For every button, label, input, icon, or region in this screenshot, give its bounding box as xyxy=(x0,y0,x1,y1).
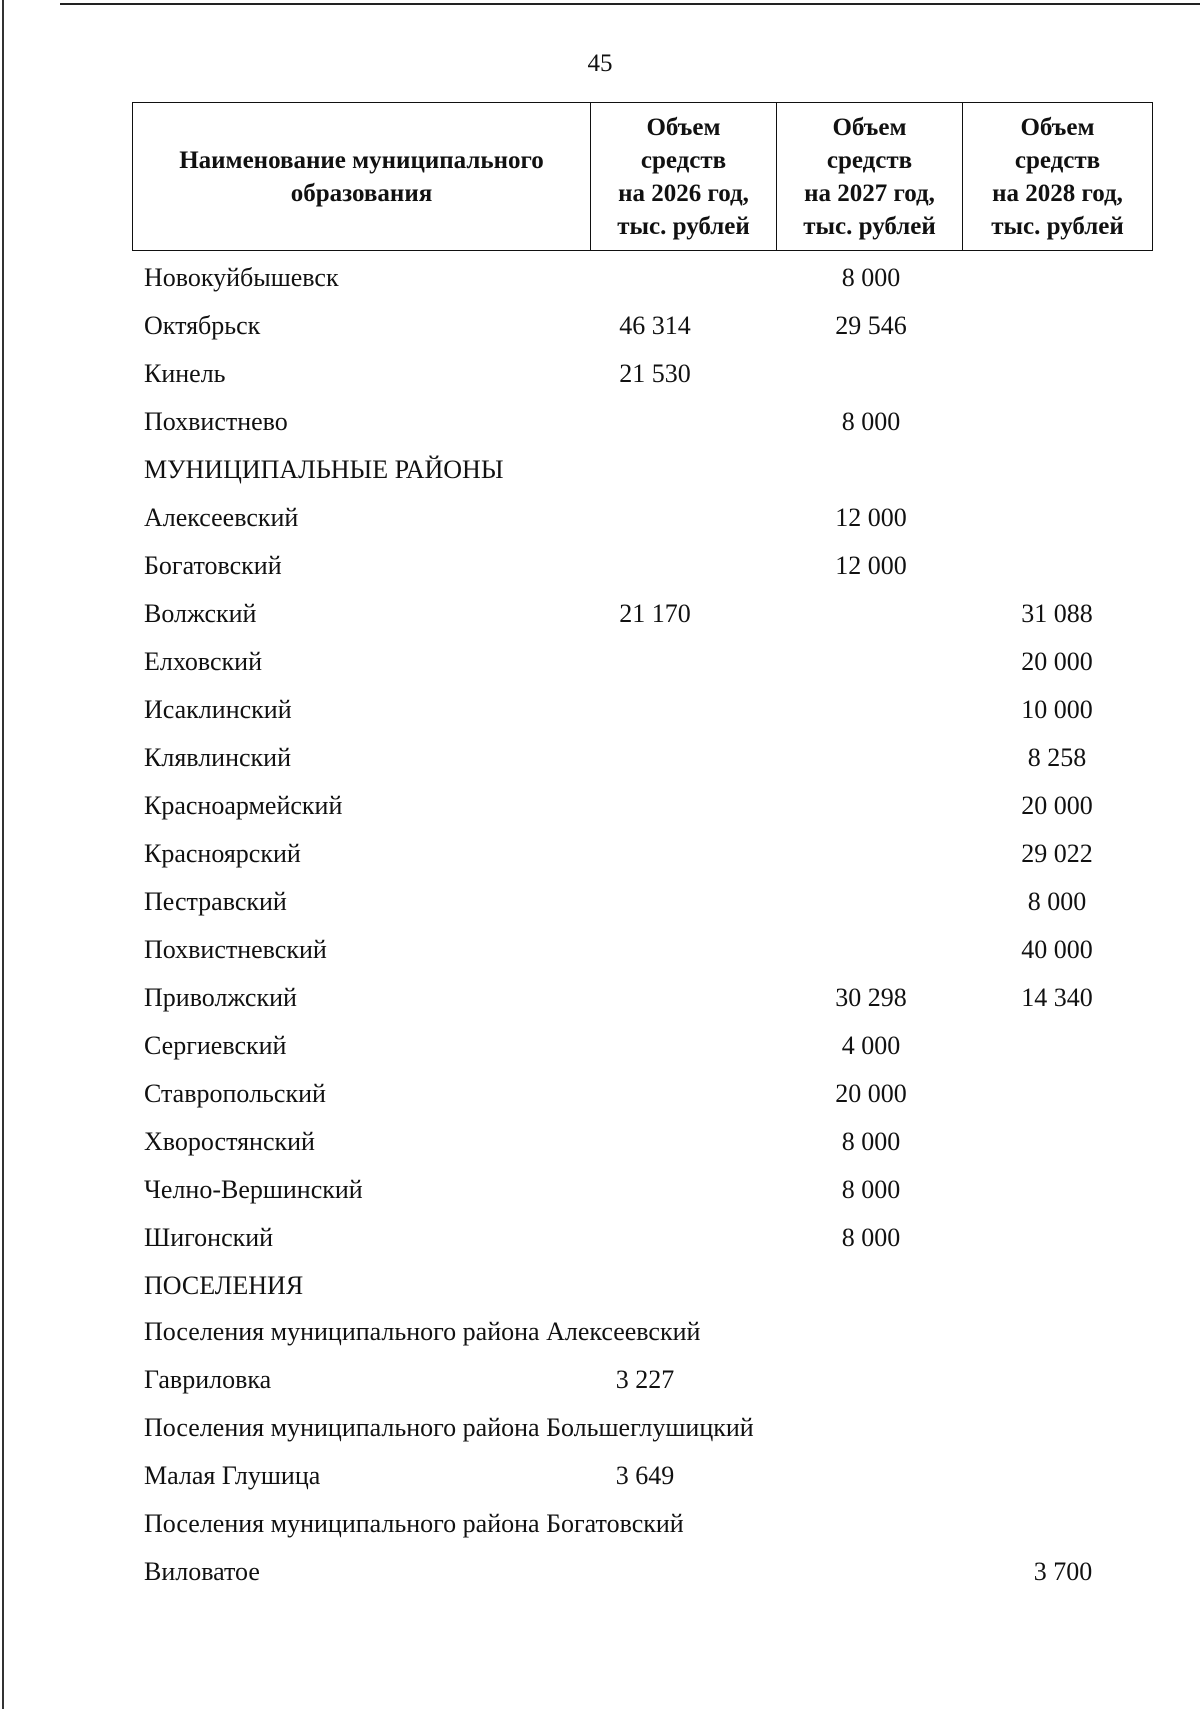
header-2026-line3: на 2026 год, xyxy=(618,179,749,207)
header-2027-line1: Объем xyxy=(832,113,907,141)
table-row xyxy=(0,978,1200,1018)
table-row xyxy=(0,306,1200,346)
table-row xyxy=(0,546,1200,586)
subsection-title: Поселения муниципального района Алексеевский xyxy=(144,1317,701,1346)
table-row xyxy=(0,1218,1200,1258)
row-name: Похвистнево xyxy=(144,407,288,436)
row-name: Елховский xyxy=(144,647,262,676)
row-name: Приволжский xyxy=(144,983,297,1012)
row-value-2027: 20 000 xyxy=(835,1079,907,1108)
row-value-2028: 20 000 xyxy=(1021,791,1093,820)
table-row xyxy=(0,642,1200,682)
header-municipality-name xyxy=(133,103,591,251)
row-name: Ставропольский xyxy=(144,1079,326,1108)
header-volume-2028 xyxy=(963,103,1153,251)
row-value-2028: 10 000 xyxy=(1021,695,1093,724)
header-2027-line3: на 2027 год, xyxy=(804,179,935,207)
table-row xyxy=(0,1026,1200,1066)
row-value-2028: 3 700 xyxy=(1033,1557,1093,1586)
row-value-2026: 21 170 xyxy=(619,599,691,628)
header-2027-line4: тыс. рублей xyxy=(803,212,936,240)
header-2026-line2: средств xyxy=(640,146,727,174)
row-name: Шигонский xyxy=(144,1223,274,1252)
header-volume-2027 xyxy=(777,103,963,251)
section-heading xyxy=(0,450,1200,490)
section-title: ПОСЕЛЕНИЯ xyxy=(144,1271,304,1300)
header-2028-line1: Объем xyxy=(1020,113,1095,141)
row-name: Гавриловка xyxy=(144,1365,272,1394)
page-number: 45 xyxy=(587,50,613,77)
row-value-2028: 8 258 xyxy=(1027,743,1087,772)
table-row xyxy=(0,594,1200,634)
row-value-2027: 29 546 xyxy=(835,311,907,340)
row-value-2027: 12 000 xyxy=(835,503,907,532)
table-row xyxy=(0,1074,1200,1114)
table-row xyxy=(0,882,1200,922)
table-row xyxy=(0,402,1200,442)
row-value-2027: 30 298 xyxy=(835,983,907,1012)
header-volume-2026 xyxy=(591,103,777,251)
row-value-2026: 46 314 xyxy=(619,311,691,340)
section-title: МУНИЦИПАЛЬНЫЕ РАЙОНЫ xyxy=(144,455,504,484)
row-value-2027: 8 000 xyxy=(841,407,901,436)
table-row xyxy=(0,1170,1200,1210)
row-name: Волжский xyxy=(144,599,257,628)
section-heading xyxy=(0,1266,1200,1306)
row-value-2027: 8 000 xyxy=(841,1175,901,1204)
table-row xyxy=(0,834,1200,874)
subsection-heading xyxy=(0,1312,1200,1352)
header-2026-line4: тыс. рублей xyxy=(617,212,750,240)
subsection-title: Поселения муниципального района Большеглушицкий xyxy=(144,1413,754,1442)
row-value-2028: 40 000 xyxy=(1021,935,1093,964)
row-name: Клявлинский xyxy=(144,743,292,772)
row-value-2027: 8 000 xyxy=(841,263,901,292)
row-name: Красноармейский xyxy=(144,791,343,820)
row-name: Новокуйбышевск xyxy=(144,263,339,292)
row-value-2026: 3 649 xyxy=(615,1461,675,1490)
header-2028-line4: тыс. рублей xyxy=(991,212,1124,240)
subsection-heading xyxy=(0,1408,1200,1448)
header-municipality-label: Наименование муниципального образования xyxy=(179,146,544,207)
row-value-2028: 31 088 xyxy=(1021,599,1093,628)
row-value-2028: 8 000 xyxy=(1027,887,1087,916)
row-name: Хворостянский xyxy=(144,1127,315,1156)
row-name: Виловатое xyxy=(144,1557,260,1586)
row-name: Пестравский xyxy=(144,887,287,916)
row-value-2026: 21 530 xyxy=(619,359,691,388)
row-name: Алексеевский xyxy=(144,503,299,532)
row-value-2028: 29 022 xyxy=(1021,839,1093,868)
row-name: Челно-Вершинский xyxy=(144,1175,363,1204)
row-value-2027: 4 000 xyxy=(841,1031,901,1060)
table-row xyxy=(0,1122,1200,1162)
scan-edge-top xyxy=(60,3,1200,5)
table-row xyxy=(0,690,1200,730)
table-row xyxy=(0,738,1200,778)
table-row xyxy=(0,1360,1200,1400)
header-2028-line2: средств xyxy=(1014,146,1101,174)
row-name: Красноярский xyxy=(144,839,301,868)
row-value-2028: 14 340 xyxy=(1021,983,1093,1012)
table-row xyxy=(0,1552,1200,1592)
row-name: Октябрьск xyxy=(144,311,261,340)
row-value-2027: 8 000 xyxy=(841,1223,901,1252)
header-2026-line1: Объем xyxy=(646,113,721,141)
subsection-heading xyxy=(0,1504,1200,1544)
table-row xyxy=(0,498,1200,538)
table-header xyxy=(132,102,1153,251)
row-name: Исаклинский xyxy=(144,695,292,724)
row-value-2027: 12 000 xyxy=(835,551,907,580)
header-2027-line2: средств xyxy=(826,146,913,174)
table-row xyxy=(0,258,1200,298)
row-name: Кинель xyxy=(144,359,226,388)
subsection-title: Поселения муниципального района Богатовский xyxy=(144,1509,684,1538)
header-2028-line3: на 2028 год, xyxy=(992,179,1123,207)
row-value-2028: 20 000 xyxy=(1021,647,1093,676)
table-row xyxy=(0,930,1200,970)
row-name: Богатовский xyxy=(144,551,282,580)
table-row xyxy=(0,1456,1200,1496)
table-row xyxy=(0,786,1200,826)
row-name: Похвистневский xyxy=(144,935,327,964)
row-value-2027: 8 000 xyxy=(841,1127,901,1156)
row-value-2026: 3 227 xyxy=(615,1365,675,1394)
table-row xyxy=(0,354,1200,394)
row-name: Сергиевский xyxy=(144,1031,287,1060)
row-name: Малая Глушица xyxy=(144,1461,321,1490)
